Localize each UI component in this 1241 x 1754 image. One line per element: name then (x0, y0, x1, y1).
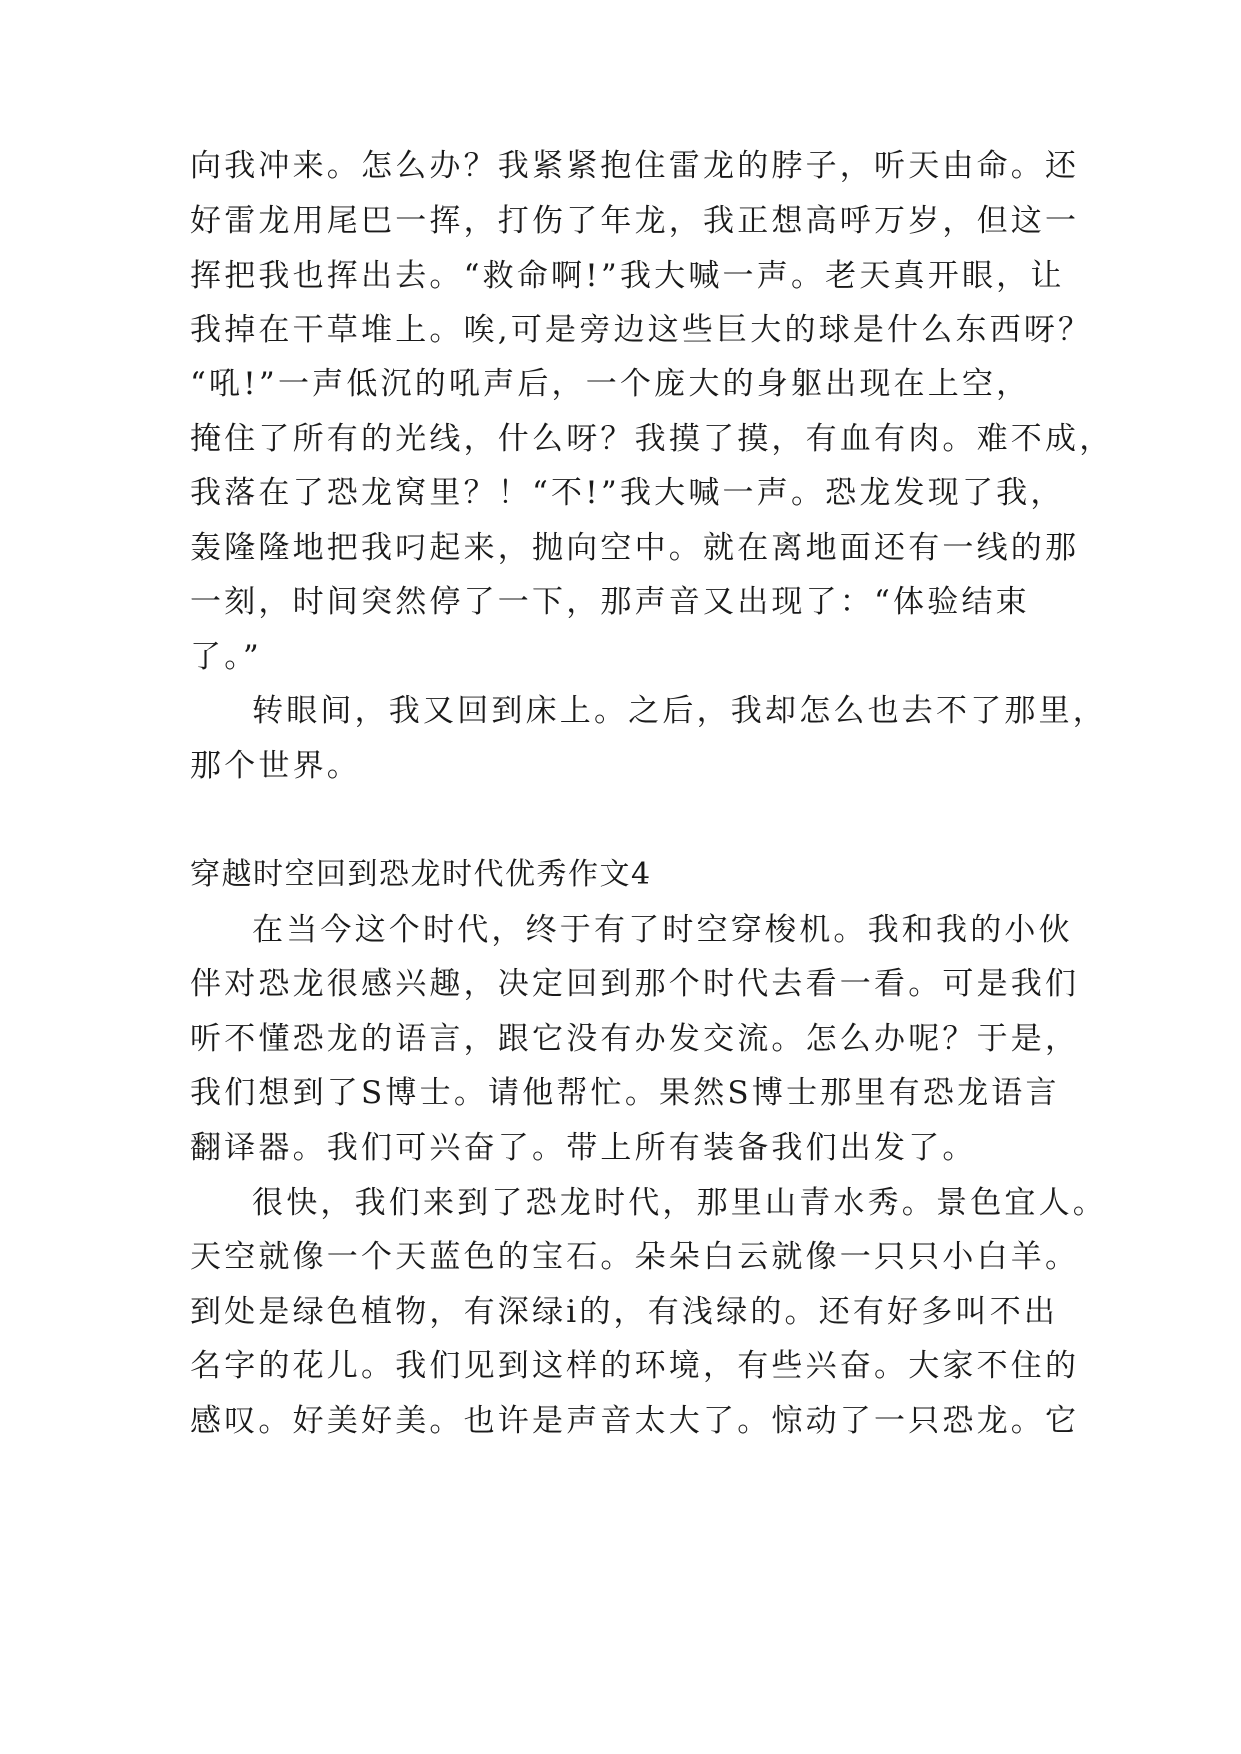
text-line: 好雷龙用尾巴一挥，打伤了年龙，我正想高呼万岁，但这一 (190, 203, 1080, 239)
text-line: 在当今这个时代，终于有了时空穿梭机。我和我的小伙 (252, 912, 1073, 948)
text-line: 天空就像一个天蓝色的宝石。朵朵白云就像一只只小白羊。 (190, 1239, 1080, 1275)
text-line: 那个世界。 (190, 748, 361, 784)
text-line: 我们想到了S博士。请他帮忙。果然S博士那里有恐龙语言 (190, 1075, 1060, 1111)
text-line: 掩住了所有的光线，什么呀？我摸了摸，有血有肉。难不成， (190, 421, 1114, 457)
text-line: 挥把我也挥出去。“救命啊!”我大喊一声。老天真开眼，让 (190, 258, 1065, 294)
text-line: 轰隆隆地把我叼起来，抛向空中。就在离地面还有一线的那 (190, 530, 1080, 566)
text-line: 感叹。好美好美。也许是声音太大了。惊动了一只恐龙。它 (190, 1403, 1080, 1439)
text-line: 转眼间，我又回到床上。之后，我却怎么也去不了那里， (252, 693, 1107, 729)
text-line: 我落在了恐龙窝里？！“不!”我大喊一声。恐龙发现了我， (190, 475, 1065, 511)
text-line: “吼!”一声低沉的吼声后，一个庞大的身躯出现在上空， (190, 366, 1031, 402)
text-line: 到处是绿色植物，有深绿i的，有浅绿的。还有好多叫不出 (190, 1294, 1059, 1330)
text-line: 向我冲来。怎么办？我紧紧抱住雷龙的脖子，听天由命。还 (190, 148, 1080, 184)
text-line: 听不懂恐龙的语言，跟它没有办发交流。怎么办呢？于是， (190, 1021, 1080, 1057)
text-line: 我掉在干草堆上。唉,可是旁边这些巨大的球是什么东西呀？ (190, 312, 1093, 348)
text-line: 很快，我们来到了恐龙时代，那里山青水秀。景色宜人。 (252, 1185, 1107, 1221)
text-line: 伴对恐龙很感兴趣，决定回到那个时代去看一看。可是我们 (190, 966, 1080, 1002)
section-title: 穿越时空回到恐龙时代优秀作文4 (190, 857, 652, 892)
text-line: 一刻，时间突然停了一下，那声音又出现了：“体验结束 (190, 584, 1030, 620)
text-line: 翻译器。我们可兴奋了。带上所有装备我们出发了。 (190, 1130, 977, 1166)
text-line: 名字的花儿。我们见到这样的环境，有些兴奋。大家不住的 (190, 1348, 1080, 1384)
text-line: 了。” (190, 639, 262, 675)
